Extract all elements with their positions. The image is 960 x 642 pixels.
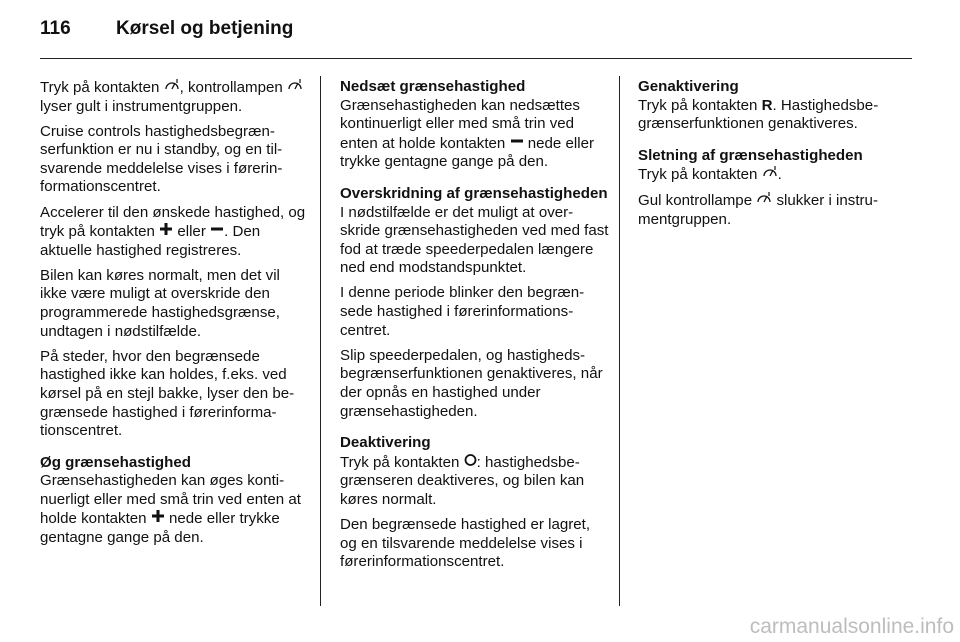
paragraph: Slip speederpedalen, og hastigheds- begrænserfunktionen genaktiveres, når der opnås en hastighed under grænsehastigheden. [340, 346, 603, 420]
paragraph: Bilen kan køres normalt, men det vil ikke være muligt at overskride den programmerede hastighedsgrænse, undtagen i nødstilfælde. [40, 266, 280, 340]
key-r: R [761, 96, 773, 114]
paragraph: Gul kontrollampe slukker i instru- mentgruppen. [638, 192, 878, 229]
speed-limiter-lamp-icon [287, 78, 303, 98]
section-heading: Nedsæt grænsehastighed [340, 78, 526, 95]
paragraph: Øg grænsehastighed Grænsehastigheden kan øges konti- nuerligt eller med små trin ved enten at holde kontakten nede eller trykke gentagne gange på den. [40, 454, 308, 548]
column-divider [619, 76, 620, 606]
paragraph: Deaktivering Tryk på kontakten : hastighedsbe- grænseren deaktiveres, og bilen kan køres normalt. [340, 434, 610, 509]
column-3 [638, 78, 908, 236]
section-heading: Øg grænsehastighed [40, 453, 191, 471]
ring-icon [464, 453, 477, 473]
column-divider [320, 76, 321, 606]
speed-limiter-lamp-icon [164, 78, 180, 98]
paragraph: Den begrænsede hastighed er lagret, og en tilsvarende meddelelse vises i førerinformationscentret. [340, 515, 591, 571]
header-rule [40, 58, 912, 59]
paragraph: Nedsæt grænsehastighed Grænsehastigheden kan nedsættes kontinuerligt eller med små trin ved enten at holde kontakten nede eller trykke gentagne gange på den. [340, 78, 610, 172]
paragraph: På steder, hvor den begrænsede hastighed ikke kan holdes, f.eks. ved kørsel på en stejl bakke, lyser den be- grænsede hastighed i førerinforma- tionscentret. [40, 347, 295, 440]
watermark: carmanualsonline.info [749, 615, 954, 638]
section-heading: Overskridning af grænsehastigheden [340, 184, 608, 202]
section-heading: Sletning af grænsehastigheden [638, 146, 863, 164]
paragraph: I denne periode blinker den begræn- sede hastighed i førerinformations- centret. [340, 284, 585, 339]
page-number: 116 [40, 18, 71, 39]
plus-icon [151, 509, 165, 529]
minus-icon [510, 134, 524, 154]
speed-limiter-lamp-icon [762, 165, 778, 185]
plus-icon [159, 222, 173, 242]
column-1 [40, 78, 308, 554]
paragraph: Cruise controls hastighedsbegræn- serfunktion er nu i standby, og en til- svarende meddelelse vises i førerin- formationscentret. [40, 122, 283, 196]
section-heading: Deaktivering [340, 434, 431, 452]
paragraph: Overskridning af grænsehastigheden I nødstilfælde er det muligt at over- skride grænsehastigheden ved med fast fod at træde speederpedalen længere ned end modstandspunktet. [340, 184, 609, 277]
speed-limiter-lamp-icon [756, 191, 772, 211]
paragraph: Tryk på kontakten , kontrollampen lyser gult i instrumentgruppen. [40, 78, 308, 116]
column-2 [340, 78, 610, 578]
section-heading: Genaktivering [638, 78, 739, 95]
paragraph: Genaktivering Tryk på kontakten R. Hastighedsbe- grænserfunktionen genaktiveres. [638, 78, 908, 134]
minus-icon [210, 222, 224, 242]
page-title: Kørsel og betjening [116, 18, 294, 39]
paragraph: Accelerer til den ønskede hastighed, og tryk på kontakten eller . Den aktuelle hastighed registreres. [40, 203, 306, 259]
page-header [40, 18, 293, 48]
paragraph: Sletning af grænsehastigheden Tryk på kontakten . [638, 147, 908, 185]
